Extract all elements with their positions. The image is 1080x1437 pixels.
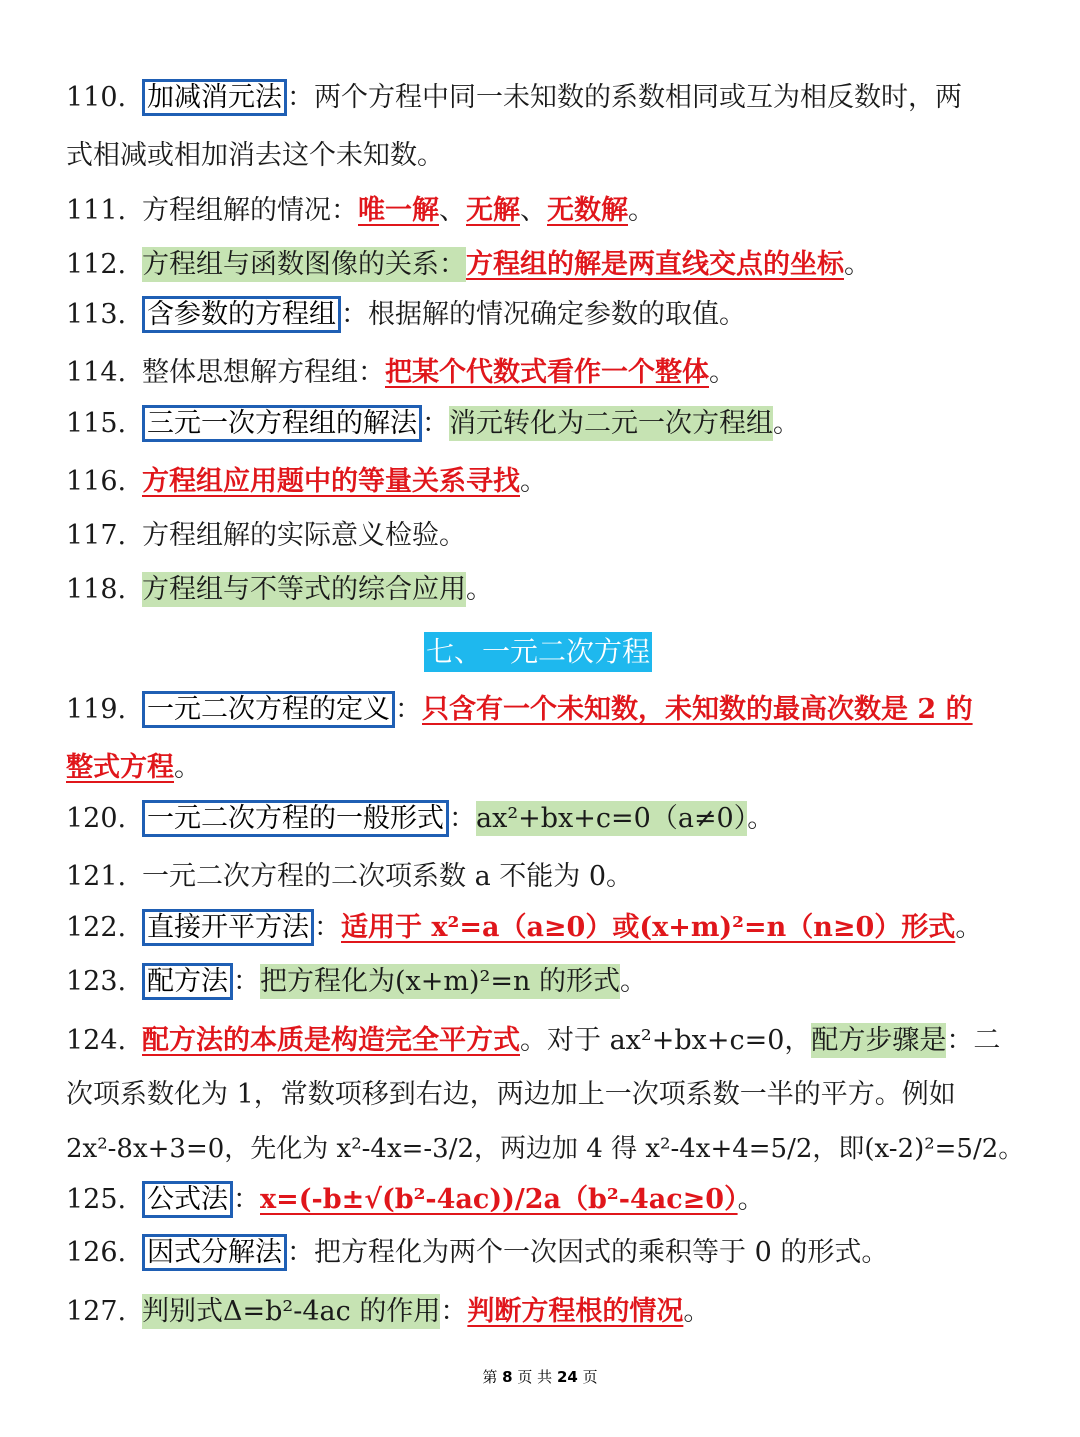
- term-box: 直接开平方法: [142, 909, 314, 946]
- highlight-red: 整式方程: [66, 752, 174, 783]
- item-number: 124.: [66, 1025, 127, 1056]
- item-122: 122. 直接开平方法 ：适用于 x²=a（a≥0）或(x+m)²=n（n≥0）形式。: [66, 908, 982, 948]
- item-114: 114. 整体思想解方程组：把某个代数式看作一个整体。: [66, 353, 736, 393]
- item-number: 127.: [66, 1296, 127, 1327]
- highlight-red: 无解: [466, 195, 520, 226]
- item-125: 125. 公式法 ：x=(-b±√(b²-4ac))/2a（b²-4ac≥0）。: [66, 1180, 765, 1220]
- term-box: 一元二次方程的一般形式: [142, 800, 449, 837]
- term-box: 公式法: [142, 1181, 233, 1218]
- item-118: 118. 方程组与不等式的综合应用。: [66, 570, 493, 610]
- highlight-green: ax²+bx+c=0（a≠0）: [476, 803, 748, 834]
- highlight-red: 判断方程根的情况: [467, 1296, 684, 1327]
- item-116: 116. 方程组应用题中的等量关系寻找。: [66, 462, 547, 502]
- term-box: 三元一次方程组的解法: [142, 405, 422, 442]
- item-number: 118.: [66, 574, 127, 605]
- highlight-red: 方程组应用题中的等量关系寻找: [142, 466, 520, 497]
- item-119: 119. 一元二次方程的定义 ：只含有一个未知数，未知数的最高次数是 2 的: [66, 690, 973, 730]
- item-111: 111. 方程组解的情况：唯一解、无解、无数解。: [66, 191, 655, 231]
- highlight-red: 适用于 x²=a（a≥0）或(x+m)²=n（n≥0）形式: [341, 912, 956, 943]
- total-pages: 24: [556, 1368, 578, 1386]
- item-113: 113. 含参数的方程组 ：根据解的情况确定参数的取值。: [66, 295, 746, 335]
- highlight-green: 消元转化为二元一次方程组: [449, 408, 773, 439]
- item-number: 123.: [66, 966, 127, 997]
- item-number: 120.: [66, 803, 127, 834]
- item-124: 124. 配方法的本质是构造完全平方式。对于 ax²+bx+c=0，配方步骤是：二: [66, 1021, 1000, 1061]
- item-number: 125.: [66, 1184, 127, 1215]
- item-126: 126. 因式分解法 ：把方程化为两个一次因式的乘积等于 0 的形式。: [66, 1233, 888, 1273]
- term-box: 因式分解法: [142, 1234, 287, 1271]
- highlight-green: 配方步骤是: [811, 1025, 947, 1056]
- highlight-green: 方程组与不等式的综合应用: [142, 574, 466, 605]
- item-number: 126.: [66, 1237, 127, 1268]
- highlight-red: 把某个代数式看作一个整体: [385, 357, 709, 388]
- term-box: 含参数的方程组: [142, 296, 341, 333]
- item-number: 111.: [66, 195, 127, 226]
- item-110-continuation: 式相减或相加消去这个未知数。: [66, 140, 444, 171]
- page-footer: 第 8 页 共 24 页: [482, 1368, 598, 1386]
- highlight-red: 配方法的本质是构造完全平方式: [142, 1025, 520, 1056]
- item-117: 117. 方程组解的实际意义检验。: [66, 516, 466, 556]
- term-box: 加减消元法: [142, 79, 287, 116]
- highlight-red: 只含有一个未知数，未知数的最高次数是 2 的: [422, 694, 973, 725]
- item-number: 116.: [66, 466, 127, 497]
- page-number: 8: [502, 1368, 513, 1386]
- item-112: 112. 方程组与函数图像的关系：方程组的解是两直线交点的坐标。: [66, 245, 871, 285]
- highlight-red: 唯一解: [358, 195, 439, 226]
- item-number: 112.: [66, 249, 127, 280]
- highlight-red: x=(-b±√(b²-4ac))/2a（b²-4ac≥0）: [260, 1184, 738, 1215]
- item-number: 113.: [66, 299, 127, 330]
- item-number: 119.: [66, 694, 127, 725]
- item-number: 114.: [66, 357, 127, 388]
- item-110: 110. 加减消元法 ：两个方程中同一未知数的系数相同或互为相反数时，两: [66, 78, 962, 118]
- item-number: 122.: [66, 912, 127, 943]
- highlight-green: 把方程化为(x+m)²=n 的形式: [260, 966, 620, 997]
- item-115: 115. 三元一次方程组的解法 ：消元转化为二元一次方程组。: [66, 404, 800, 444]
- highlight-green: 方程组与函数图像的关系：: [142, 249, 466, 280]
- highlight-red: 方程组的解是两直线交点的坐标: [466, 249, 844, 280]
- item-121: 121. 一元二次方程的二次项系数 a 不能为 0。: [66, 857, 633, 897]
- item-number: 115.: [66, 408, 127, 439]
- item-124-line-2: 次项系数化为 1，常数项移到右边，两边加上一次项系数一半的平方。例如: [66, 1079, 956, 1110]
- highlight-green: 判别式Δ=b²-4ac 的作用: [142, 1296, 441, 1327]
- item-124-line-3: 2x²-8x+3=0，先化为 x²-4x=-3/2，两边加 4 得 x²-4x+4=5/2，即(x-2)²=5/2。: [66, 1134, 1025, 1164]
- item-number: 117.: [66, 520, 127, 551]
- section-heading: 七、一元二次方程: [424, 632, 652, 672]
- term-box: 配方法: [142, 963, 233, 1000]
- item-127: 127. 判别式Δ=b²-4ac 的作用：判断方程根的情况。: [66, 1292, 710, 1332]
- item-123: 123. 配方法 ：把方程化为(x+m)²=n 的形式。: [66, 962, 647, 1002]
- item-text: 两个方程中同一未知数的系数相同或互为相反数时，两: [314, 82, 962, 113]
- item-number: 110.: [66, 82, 127, 113]
- item-number: 121.: [66, 861, 127, 892]
- item-120: 120. 一元二次方程的一般形式 ：ax²+bx+c=0（a≠0）。: [66, 799, 774, 839]
- highlight-red: 无数解: [547, 195, 628, 226]
- term-box: 一元二次方程的定义: [142, 691, 395, 728]
- item-119-continuation: 整式方程。: [66, 752, 201, 783]
